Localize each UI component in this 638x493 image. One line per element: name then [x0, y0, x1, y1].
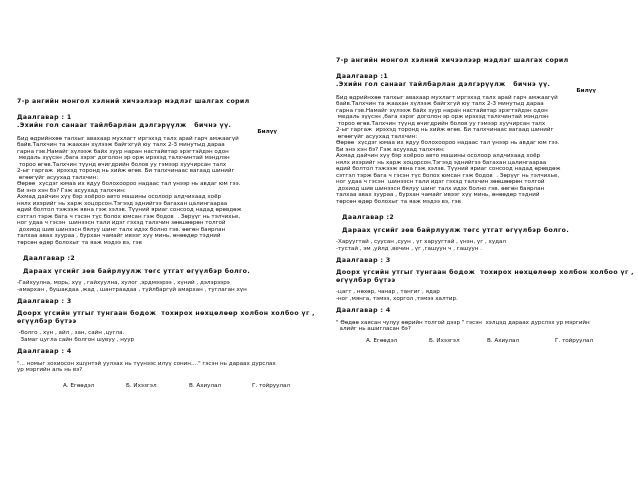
- task2-line: -тустай , эм ,уйлд ,вечин , үг ,гашуун ч , гашуун .: [336, 245, 483, 252]
- task2-instruction: Дараах үгсийг зөв байрлуулж төгс утгат өгүүлбэр болго.: [342, 226, 570, 234]
- text-line: дохиод шив шинээсн бялуу шинг талх идэх болно гэв. өөгөн баярлан: [17, 226, 226, 233]
- answer-option-d[interactable]: Г. тойруулал: [555, 337, 594, 344]
- text-line: сэтгэл тэрж бага ч гэсэн түс болох юмсан гэж бодов . Зөрүүг нь тэлчихье,: [17, 213, 241, 220]
- text-line: Би энэ хэн бэ? Гэж асуухад талхчин:: [17, 187, 126, 194]
- text-line: медаль зүүсэн ,бага зэрэг доголон эр орж ирэхэд талхчинтай мэндлэн: [336, 114, 549, 121]
- task1-text: [17, 136, 317, 247]
- task1-label: Даалгавар : 1: [17, 114, 72, 122]
- task2-line: -Гайхуулна, морь, хүү , гайхуулна, хулог ,эрдмээрээ , хүний , дэлэрээрэ: [17, 280, 230, 287]
- text-line: талхаа авах зуураа , бурхан чамайг ивээг хүү минь, өнөөдөр тэдний: [17, 233, 221, 240]
- task3-label: Даалгавар : 3: [336, 257, 391, 265]
- task2-instruction: Дараах үгсийг зөв байрлуулж төгс утгат өгүүлбэр болго.: [23, 267, 251, 275]
- task4-text: алийг нь ашигласан бэ?: [336, 326, 411, 333]
- text-line: сэтгэл тэрж бага ч гэсэн түс болох юмсан гэж бодов . Зөрүүг нь тэлчихье,: [336, 172, 560, 179]
- answer-options: [336, 338, 636, 345]
- text-line: медаль зүүсэн ,бага зэрэг доголон эр орж ирэхэд талхчинтай мэндлэн: [17, 155, 230, 162]
- text-line: ног удаа ч гэсэн шинээсн тали идэг гэхэд талхчин зөөшөөрөн толгой: [17, 220, 226, 227]
- text-line: нялх ихэрийг нь харж хоцорсон.Тэгээд эднийгээ багахан цалингаараа: [17, 200, 228, 207]
- worksheet-title: 7-р ангийн монгол хэлний хичээлээр мэдлэг шалгах сорил: [17, 98, 250, 105]
- answer-option-d[interactable]: Г. тойруулал: [252, 382, 291, 389]
- answer-option-b[interactable]: Б. Ихэзгэл: [126, 382, 157, 389]
- text-line: байв.Талхчин та жаахан хүлээж байгхгүй юу талх 2-3 минутыд дараа: [17, 142, 225, 149]
- answer-option-a[interactable]: А. Егөөдэл: [63, 382, 95, 389]
- task4-text: "... номыг зохиосон хшүнтэй уулзах нь түүнээс илүү сонин...." гэсэн нь дараах дурслах: [17, 360, 276, 367]
- text-line: Ахмад дайчин хүү бэр хоёроо авто машины осолоор алдчихаад хоёр: [17, 194, 222, 201]
- text-line: Өөрөө хүсдэг юмаа их ядуу болохоороо надаас тал үнээр нь авдаг юм гээ.: [336, 140, 560, 147]
- text-line: өгөөгүйг асуухад талхчин:: [17, 174, 99, 181]
- task1-author: Билүү: [576, 88, 596, 95]
- text-line: талхаа авах зуураа , бурхан чамайг ивээг хүү минь, өнөөдөр тэдний: [336, 192, 540, 199]
- task2-line: -Харуугтай , суусан ,суун , үг харуугтай , үнэн, үг , худал: [336, 239, 507, 246]
- text-line: 2-ыг гаргаж ирэхэд торонд нь хийж өгөв. Би талхчинаас вагаад шинийг: [17, 168, 235, 175]
- answer-option-b[interactable]: Б. Ихэзгэл: [429, 337, 460, 344]
- text-line: Ахмад дайчин хүү бэр хоёроо авто машины осолоор алдчихаад хоёр: [336, 153, 541, 160]
- task1-text: [336, 95, 636, 206]
- text-line: өдий болтол тэжээж явна гэж хэлэв. Түүний яриаг сонсоод надад өрөвдөж: [17, 207, 242, 214]
- text-line: дохиод шив шинээсн бялуу шинг талх идэх болно гэв. өөгөн баярлан: [336, 185, 545, 192]
- text-line: Бид өдрийнхөө талхыг авахаар мухлагт иргэхэд талх арай гарч амжаагүй: [336, 94, 558, 101]
- task4-label: Даалгавар : 4: [336, 307, 391, 315]
- text-line: Бид өдрийнхөө талхыг авахаар мухлагт иргэхэд талх арай гарч амжаагүй: [17, 135, 239, 142]
- worksheet-title: 7-р ангийн монгол хэлний хичээлээр мэдлэг шалгах сорил: [336, 57, 569, 64]
- task1-author: Билүү: [257, 129, 277, 136]
- text-line: байв.Талхчин та жаахан хүлээж байгхгүй юу талх 2-3 минутыд дараа: [336, 101, 544, 108]
- text-line: өдий болтол тэжээж явна гэж хэлэв. Түүний яриаг сонсоод надад өрөвдөж: [336, 166, 561, 173]
- text-line: ног удаа ч гэсэн шинээсн тали идэг гэхэд талхчин зөөшөөрөн толгой: [336, 179, 545, 186]
- task3-instruction: Доорх үгсийн утгыг тунгаан бодож тохирох нөхцөлөөр холбон холбоо үг ,: [336, 269, 634, 277]
- text-line: төрсөн өдөр болохыг та яаж мэдээ вэ, гэв: [17, 239, 142, 246]
- text-line: гарна гэв.Намайг хүлээж байх зуур наран настайвтар эрэгтэйдэн одон: [336, 107, 548, 114]
- answer-option-c[interactable]: В. Ахиулал: [487, 337, 520, 344]
- text-line: нялх ихэрийг нь харж хоцорсон.Тэгээд эднийгээ багахан цалингаараа: [336, 159, 547, 166]
- task3-line: Замаг цугла сайн болгон шувуу , нуур: [17, 336, 135, 343]
- task3-line: -ног ,мянга, тэмээ, хоргол ,тэмээ халтир.: [336, 295, 458, 302]
- task1-instruction: .Эхийн гол санааг тайлбарлан дэлгэрүүлж бичнэ үү.: [336, 80, 551, 88]
- task1-label: Даалгавар :1: [336, 73, 389, 81]
- answer-option-c[interactable]: В. Ахиулал: [189, 382, 222, 389]
- task4-text: " Өөдөө хаясан чулуу өөрийн толгой дээр " гэсэн хэлцэд дараах дурслэх ур мэргийн: [336, 319, 590, 326]
- task4-label: Даалгавар : 4: [17, 348, 72, 356]
- task3-line: -цагт , нөхөр, чанар , тангиг , ядар: [336, 289, 440, 296]
- right-worksheet: [336, 57, 636, 344]
- task2-label: Даалгавар :2: [342, 214, 395, 222]
- text-line: төрсөн өдөр болохыг та яаж мэдээ вэ, гэв: [336, 198, 461, 205]
- task3-line: -болго , хүн , айл , зан, сайн ,цугла.: [17, 330, 125, 337]
- task3-instruction: Доорх үгсийн утгыг тунгаан бодож тохирох нөхцөлөөр холбон холбоо үг ,: [17, 310, 315, 318]
- left-worksheet: [17, 98, 317, 389]
- task3-instruction: өгүүлбэр бүтээ: [336, 276, 396, 284]
- task4-text: ур мэргийн аль нь вэ?: [17, 367, 83, 374]
- task3-instruction: өгүүлбэр бүтээ: [17, 317, 77, 325]
- text-line: Өөрөө хүсдэг юмаа их ядуу болохоороо надаас тал үнээр нь авдаг юм гээ.: [17, 181, 241, 188]
- text-line: тороо өгөв.Талхчин түүнд өчигдрийн болов уу гэмээр хуучирсан талх: [17, 161, 227, 168]
- task2-label: Даалгавар :2: [23, 255, 76, 263]
- text-line: тороо өгөв.Талхчин түүнд өчигдрийн болов уу гэмээр хуучирсан талх: [336, 120, 546, 127]
- text-line: гарна гэв.Намайг хүлээж байх зуур наран настайвтар эрэгтэйдэн одон: [17, 148, 229, 155]
- answer-option-a[interactable]: А. Егөөдэл: [366, 337, 398, 344]
- task3-label: Даалгавар : 3: [17, 298, 72, 306]
- text-line: Би энэ хэн бэ? Гэж асуухад талхчин:: [336, 146, 445, 153]
- answer-options: [17, 383, 317, 390]
- text-line: 2-ыг гаргаж ирэхэд торонд нь хийж өгөв. Би талхчинаас вагаад шинийг: [336, 127, 554, 134]
- task2-line: -амархан , бушакдаа ,жад , шантраадаа , түйлбаргүй амархан , туглаган хүн: [17, 286, 247, 293]
- text-line: өгөөгүйг асуухад талхчин:: [336, 133, 418, 140]
- task1-instruction: .Эхийн гол санааг тайлбарлан дэлгэрүүлж бичнэ үү.: [17, 121, 232, 129]
